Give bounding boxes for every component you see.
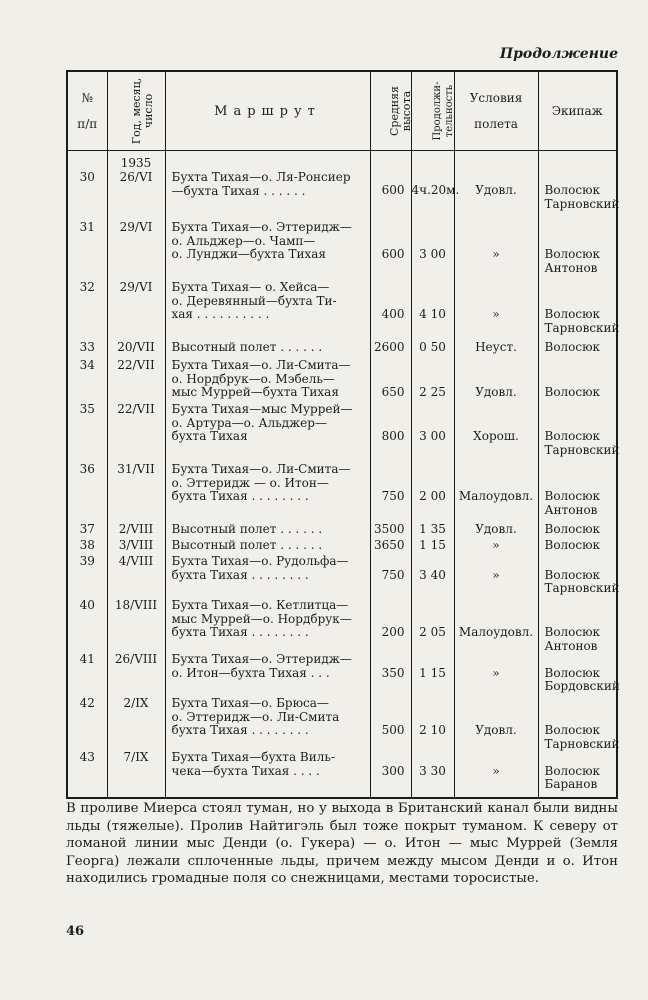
row-route: Бухта Тихая—о. Рудольфа— бухта Тихая . . . . . . . .: [165, 555, 370, 599]
row-date: 29/VI: [107, 281, 165, 341]
row-altitude: 750: [370, 463, 411, 523]
row-altitude: 350: [370, 653, 411, 697]
row-duration: 2 00: [411, 463, 454, 523]
row-number: 42: [67, 697, 107, 751]
header-conditions: [454, 71, 538, 151]
row-number: 32: [67, 281, 107, 341]
row-conditions: »: [454, 555, 538, 599]
row-duration: 1 35: [411, 523, 454, 539]
row-conditions: »: [454, 281, 538, 341]
header-crew: Экипаж: [538, 71, 617, 151]
row-conditions: Неуст.: [454, 341, 538, 359]
row-altitude: 600: [370, 221, 411, 281]
row-duration: 1 15: [411, 539, 454, 555]
table-row: [67, 403, 617, 463]
row-conditions: Удовл.: [454, 523, 538, 539]
row-number: 43: [67, 751, 107, 798]
flight-log-table: [66, 70, 618, 799]
row-date: 2/VIII: [107, 523, 165, 539]
row-date: 22/VII: [107, 359, 165, 403]
table-row: [67, 539, 617, 555]
header-number-bottom: п/п: [77, 117, 98, 131]
row-date: 3/VIII: [107, 539, 165, 555]
row-crew: Волосюк Тарновский: [538, 697, 617, 751]
row-number: 38: [67, 539, 107, 555]
row-conditions: Удовл.: [454, 359, 538, 403]
row-conditions: Малоудовл.: [454, 599, 538, 653]
row-number: 30: [67, 157, 107, 221]
row-duration: 2 25: [411, 359, 454, 403]
row-altitude: 300: [370, 751, 411, 798]
header-altitude: Средняя высота: [370, 71, 411, 151]
row-conditions: »: [454, 539, 538, 555]
row-date: 22/VII: [107, 403, 165, 463]
row-altitude: 3650: [370, 539, 411, 555]
row-altitude: 500: [370, 697, 411, 751]
row-altitude: 3500: [370, 523, 411, 539]
row-date: 20/VII: [107, 341, 165, 359]
row-duration: 2 10: [411, 697, 454, 751]
row-altitude: 600: [370, 157, 411, 221]
table-row: [67, 359, 617, 403]
row-date: 2/IX: [107, 697, 165, 751]
row-date: 26/VIII: [107, 653, 165, 697]
row-crew: Волосюк Баранов: [538, 751, 617, 798]
row-altitude: 200: [370, 599, 411, 653]
row-route: Бухта Тихая—о. Эттеридж— о. Итон—бухта Тихая . . .: [165, 653, 370, 697]
row-number: 39: [67, 555, 107, 599]
row-altitude: 2600: [370, 341, 411, 359]
table-row: [67, 341, 617, 359]
row-duration: 4 10: [411, 281, 454, 341]
row-crew: Волосюк Тарновский: [538, 403, 617, 463]
row-date: 7/IX: [107, 751, 165, 798]
row-crew: Волосюк: [538, 523, 617, 539]
continuation-label: Продолжение: [499, 46, 618, 62]
row-route: Бухта Тихая—мыс Муррей— о. Артура—о. Альджер— бухта Тихая: [165, 403, 370, 463]
row-conditions: »: [454, 221, 538, 281]
table-row: [67, 751, 617, 798]
row-conditions: Удовл.: [454, 697, 538, 751]
row-duration: 1 15: [411, 653, 454, 697]
row-crew: Волосюк Бордовский: [538, 653, 617, 697]
row-route: Высотный полет . . . . . .: [165, 539, 370, 555]
row-number: 33: [67, 341, 107, 359]
row-date: 18/VIII: [107, 599, 165, 653]
row-crew: Волосюк Антонов: [538, 599, 617, 653]
row-crew: Волосюк: [538, 359, 617, 403]
row-year: 1935: [120, 156, 152, 170]
row-altitude: 650: [370, 359, 411, 403]
table-header-row: [67, 71, 617, 151]
row-duration: 3 00: [411, 403, 454, 463]
table-body: [67, 151, 620, 799]
row-conditions: »: [454, 751, 538, 798]
row-number: 36: [67, 463, 107, 523]
table-row: [67, 157, 617, 221]
row-altitude: 750: [370, 555, 411, 599]
row-duration: 3 40: [411, 555, 454, 599]
row-date: 4/VIII: [107, 555, 165, 599]
row-date: 1935 26/VI: [107, 157, 165, 221]
row-duration: 3 30: [411, 751, 454, 798]
table-row: [67, 599, 617, 653]
row-date: 29/VI: [107, 221, 165, 281]
header-route: Маршрут: [165, 71, 370, 151]
header-number: [67, 71, 107, 151]
header-conditions-bottom: полета: [474, 117, 518, 131]
row-conditions: Хорош.: [454, 403, 538, 463]
row-duration: 2 05: [411, 599, 454, 653]
body-paragraph: В проливе Миерса стоял туман, но у выхода в Британский канал были видны льды (тяжелые). Пролив Найтигэль был тоже покрыт туманом. К северу от ломаной линии мыс Денди (о. Гукера) — о. Итон — мыс Муррей (Земля Георга) лежали сплоченные льды, причем между мысом Денди и о. Итон находились громадные поля со снежницами, местами торосистые.: [66, 801, 618, 886]
row-number: 34: [67, 359, 107, 403]
row-route: Высотный полет . . . . . .: [165, 341, 370, 359]
row-route: Бухта Тихая— о. Хейса— о. Деревянный—бухта Ти- хая . . . . . . . . . .: [165, 281, 370, 341]
page-number: 46: [66, 924, 85, 939]
row-conditions: »: [454, 653, 538, 697]
row-number: 37: [67, 523, 107, 539]
row-duration: 4ч.20м.: [411, 157, 454, 221]
table-row: [67, 463, 617, 523]
table-row: [67, 221, 617, 281]
row-crew: Волосюк Тарновский: [538, 281, 617, 341]
row-number: 41: [67, 653, 107, 697]
table-row: [67, 697, 617, 751]
row-crew: Волосюк Тарновский: [538, 555, 617, 599]
row-route: Бухта Тихая—о. Эттеридж— о. Альджер—о. Чамп— о. Лунджи—бухта Тихая: [165, 221, 370, 281]
table-row: [67, 281, 617, 341]
table-row: [67, 555, 617, 599]
row-route: Бухта Тихая—о. Кетлитца— мыс Муррей—о. Нордбрук— бухта Тихая . . . . . . . .: [165, 599, 370, 653]
row-duration: 0 50: [411, 341, 454, 359]
row-route: Бухта Тихая—о. Ли-Смита— о. Нордбрук—о. Мэбель— мыс Муррей—бухта Тихая: [165, 359, 370, 403]
row-route: Бухта Тихая—о. Ля-Ронсиер —бухта Тихая . . . . . .: [165, 157, 370, 221]
row-altitude: 400: [370, 281, 411, 341]
row-crew: Волосюк Антонов: [538, 221, 617, 281]
header-date: Год, месяц, число: [107, 71, 165, 151]
table-row: [67, 653, 617, 697]
row-crew: Волосюк: [538, 539, 617, 555]
row-altitude: 800: [370, 403, 411, 463]
header-number-top: №: [81, 91, 93, 105]
row-number: 31: [67, 221, 107, 281]
table-row: [67, 523, 617, 539]
row-crew: Волосюк: [538, 341, 617, 359]
header-conditions-top: Условия: [469, 91, 523, 105]
row-number: 40: [67, 599, 107, 653]
row-route: Бухта Тихая—о. Ли-Смита— о. Эттеридж — о. Итон— бухта Тихая . . . . . . . .: [165, 463, 370, 523]
row-duration: 3 00: [411, 221, 454, 281]
row-route: Бухта Тихая—бухта Виль- чека—бухта Тихая . . . .: [165, 751, 370, 798]
header-duration: Продолжи-тельность: [411, 71, 454, 151]
row-route: Высотный полет . . . . . .: [165, 523, 370, 539]
row-date: 31/VII: [107, 463, 165, 523]
row-conditions: Малоудовл.: [454, 463, 538, 523]
row-crew: Волосюк Антонов: [538, 463, 617, 523]
row-conditions: Удовл.: [454, 157, 538, 221]
row-crew: Волосюк Тарновский: [538, 157, 617, 221]
row-route: Бухта Тихая—о. Брюса— о. Эттеридж—о. Ли-Смита бухта Тихая . . . . . . . .: [165, 697, 370, 751]
row-number: 35: [67, 403, 107, 463]
